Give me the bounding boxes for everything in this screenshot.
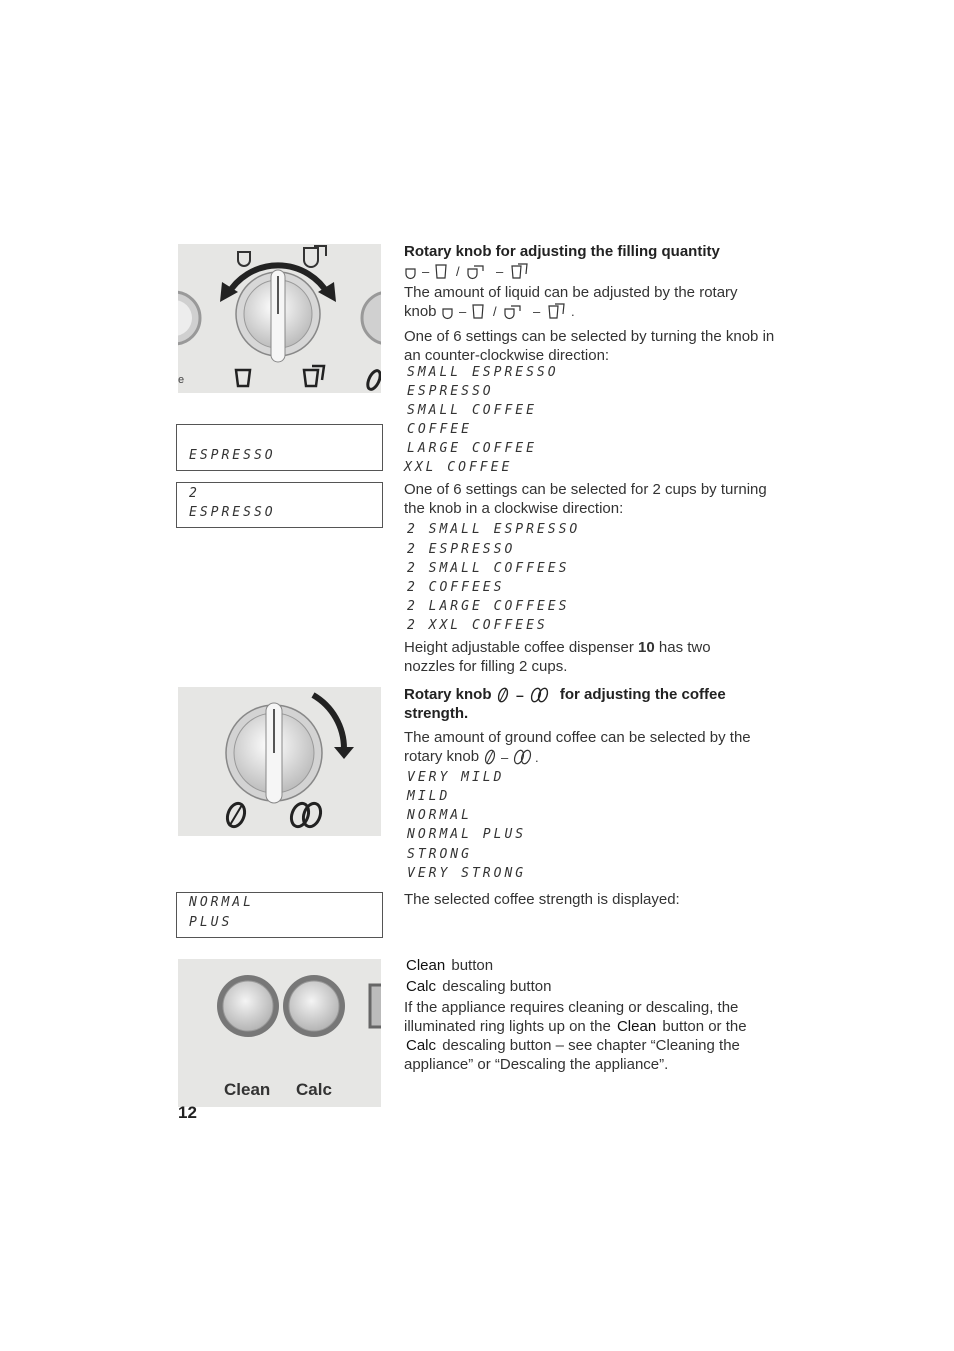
- clean-button-line: Clean button: [406, 957, 494, 974]
- cup-symbols-line: [404, 262, 776, 281]
- clean-label: Clean: [616, 1018, 657, 1035]
- filling-knob-illustration: [178, 244, 381, 393]
- svg-text:–: –: [496, 264, 504, 280]
- filling-para-3: One of 6 settings can be selected for 2 cups by turning the knob in a clockwise direction:: [404, 481, 767, 517]
- strength-setting: STRONG: [407, 847, 472, 862]
- bean-strength-icon: [483, 748, 545, 766]
- setting-2cup: 2 LARGE COFFEES: [407, 599, 570, 614]
- clean-calc-para: If the appliance requires cleaning or descaling, the illuminated ring lights up on the Clean button or the Calc descaling button – see chapter “Cleaning the appliance” or “Descaling the appliance”.: [404, 999, 747, 1073]
- display-line-1: NORMAL: [189, 895, 254, 910]
- display-line-2: PLUS: [189, 915, 233, 930]
- svg-text:–: –: [515, 687, 524, 704]
- strength-knob-illustration: [178, 687, 381, 836]
- strength-setting: NORMAL: [407, 808, 472, 823]
- svg-text:–: –: [532, 304, 540, 320]
- svg-text:.: .: [535, 750, 539, 766]
- filling-knob-photo: [178, 244, 381, 393]
- filling-para-4: Height adjustable coffee dispenser 10 has two nozzles for filling 2 cups.: [404, 639, 711, 675]
- page-number: 12: [178, 1103, 197, 1122]
- cup-sizes-icon: [404, 263, 544, 281]
- strength-setting: VERY MILD: [407, 770, 505, 785]
- svg-text:–: –: [458, 304, 466, 320]
- strength-para-1: The amount of ground coffee can be selected by the rotary knob – .: [404, 729, 751, 766]
- part-number: 10: [638, 639, 655, 656]
- setting-2cup: 2 SMALL COFFEES: [407, 561, 570, 576]
- filling-para-2: One of 6 settings can be selected by turning the knob in an counter-clockwise direction:: [404, 328, 775, 364]
- calc-label: Calc: [406, 1037, 437, 1054]
- filling-para-1: The amount of liquid can be adjusted by the rotary knob – / – .: [404, 284, 738, 320]
- setting-2cup: 2 XXL COFFEES: [407, 618, 548, 633]
- clean-label: Clean: [406, 957, 446, 974]
- strength-knob-photo: [178, 687, 381, 836]
- setting-1cup: SMALL COFFEE: [407, 403, 537, 418]
- display-line-2: ESPRESSO: [189, 448, 276, 463]
- strength-para-2: The selected coffee strength is displayed:: [404, 891, 680, 908]
- setting-1cup: ESPRESSO: [407, 384, 494, 399]
- photo-calc-label: Calc: [296, 1080, 332, 1099]
- calc-label: Calc: [406, 978, 437, 995]
- svg-text:–: –: [501, 750, 509, 766]
- photo-corner-text: e: [178, 374, 185, 386]
- strength-heading: Rotary knob – for adjusting the coffee strength.: [404, 686, 726, 723]
- display-line-2: ESPRESSO: [189, 505, 276, 520]
- cup-sizes-icon: [441, 303, 581, 321]
- strength-setting: MILD: [407, 789, 451, 804]
- strength-setting: NORMAL PLUS: [407, 827, 527, 842]
- setting-2cup: 2 COFFEES: [407, 580, 505, 595]
- display-normal-plus: [176, 892, 383, 938]
- setting-1cup: COFFEE: [407, 422, 472, 437]
- svg-text:/: /: [492, 304, 497, 320]
- bean-strength-icon: [496, 686, 556, 704]
- filling-heading: Rotary knob for adjusting the filling quantity: [404, 243, 720, 260]
- photo-clean-label: Clean: [224, 1080, 271, 1099]
- setting-1cup: SMALL ESPRESSO: [407, 365, 559, 380]
- strength-setting: VERY STRONG: [407, 866, 527, 881]
- setting-2cup: 2 ESPRESSO: [407, 542, 516, 557]
- svg-text:/: /: [456, 264, 460, 280]
- clean-calc-buttons-illustration: [178, 959, 381, 1107]
- setting-2cup: 2 SMALL ESPRESSO: [407, 522, 581, 537]
- display-2-espresso: [176, 482, 383, 528]
- setting-1cup: XXL COFFEE: [404, 460, 513, 475]
- display-line-1: 2: [189, 486, 200, 501]
- svg-text:.: .: [570, 304, 575, 320]
- svg-text:–: –: [422, 264, 430, 280]
- calc-button-line: Calc descaling button: [406, 978, 552, 995]
- setting-1cup: LARGE COFFEE: [407, 441, 537, 456]
- clean-calc-photo: [178, 959, 381, 1107]
- display-espresso: [176, 424, 383, 471]
